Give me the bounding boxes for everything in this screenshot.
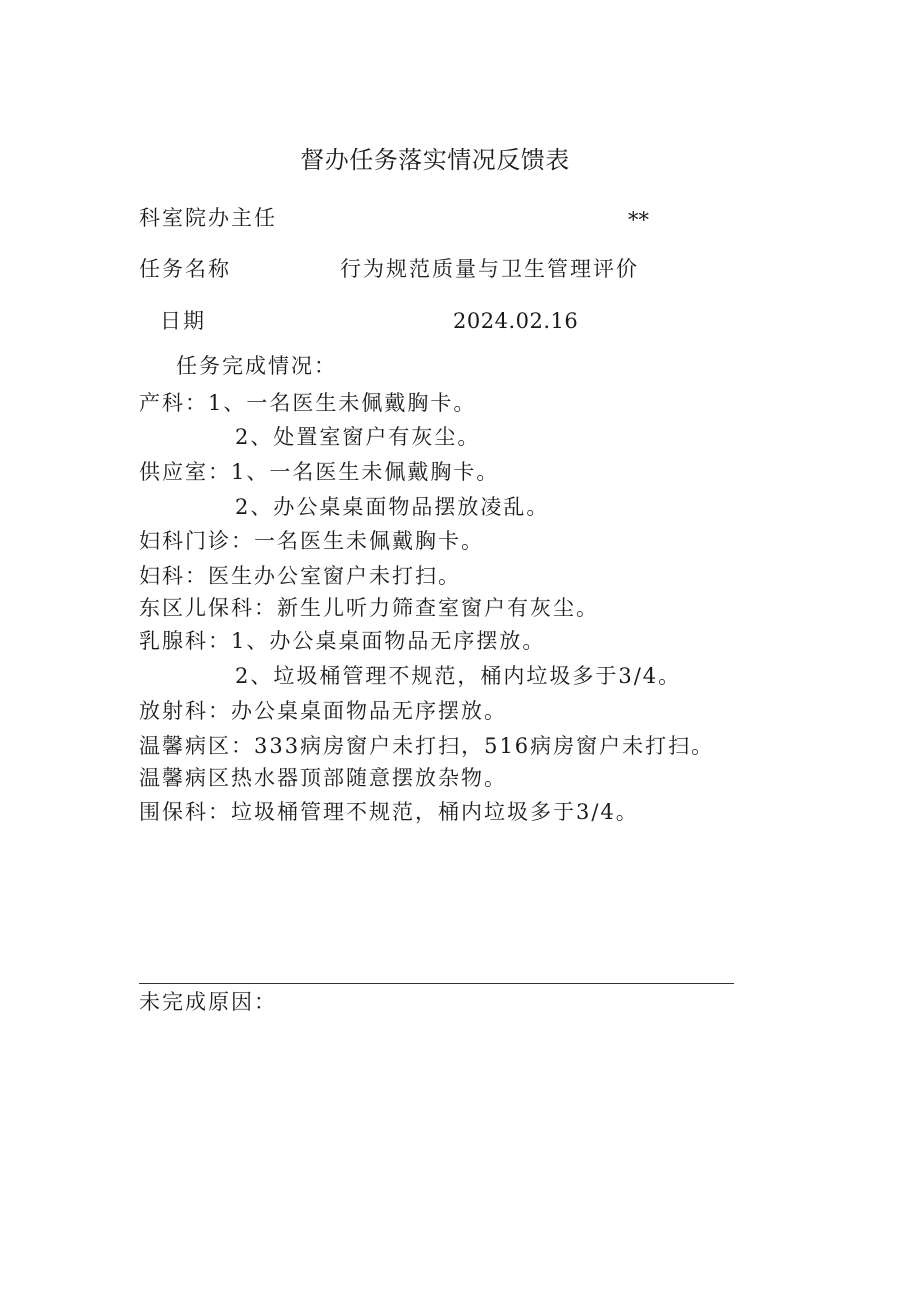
- list-item: 妇科门诊：一名医生未佩戴胸卡。: [139, 529, 484, 553]
- list-item: 妇科：医生办公室窗户未打扫。: [139, 564, 461, 588]
- date-value: 2024.02.16: [453, 309, 579, 333]
- page-title: 督办任务落实情况反馈表: [300, 146, 570, 174]
- list-item: 2、垃圾桶管理不规范，桶内垃圾多于3/4。: [235, 664, 682, 688]
- section-divider: [139, 983, 734, 984]
- list-item: 温馨病区热水器顶部随意摆放杂物。: [139, 766, 507, 790]
- dept-value: **: [628, 208, 649, 232]
- list-item: 温馨病区：333病房窗户未打扫，516病房窗户未打扫。: [139, 734, 715, 758]
- date-label: 日期: [160, 309, 206, 333]
- list-item: 产科：1、一名医生未佩戴胸卡。: [139, 391, 477, 415]
- list-item: 供应室：1、一名医生未佩戴胸卡。: [139, 460, 500, 484]
- dept-label: 科室院办主任: [139, 206, 277, 230]
- task-name-label: 任务名称: [139, 257, 231, 281]
- list-item: 2、办公桌桌面物品摆放凌乱。: [235, 495, 550, 519]
- list-item: 东区儿保科：新生儿听力筛查室窗户有灰尘。: [139, 596, 599, 620]
- list-item: 2、处置室窗户有灰尘。: [235, 425, 481, 449]
- incomplete-reason-label: 未完成原因：: [139, 990, 277, 1014]
- list-item: 乳腺科：1、办公桌桌面物品无序摆放。: [139, 629, 546, 653]
- task-name-value: 行为规范质量与卫生管理评价: [340, 257, 639, 281]
- list-item: 放射科：办公桌桌面物品无序摆放。: [139, 699, 507, 723]
- list-item: 围保科：垃圾桶管理不规范，桶内垃圾多于3/4。: [139, 800, 639, 824]
- completion-heading: 任务完成情况：: [176, 354, 337, 378]
